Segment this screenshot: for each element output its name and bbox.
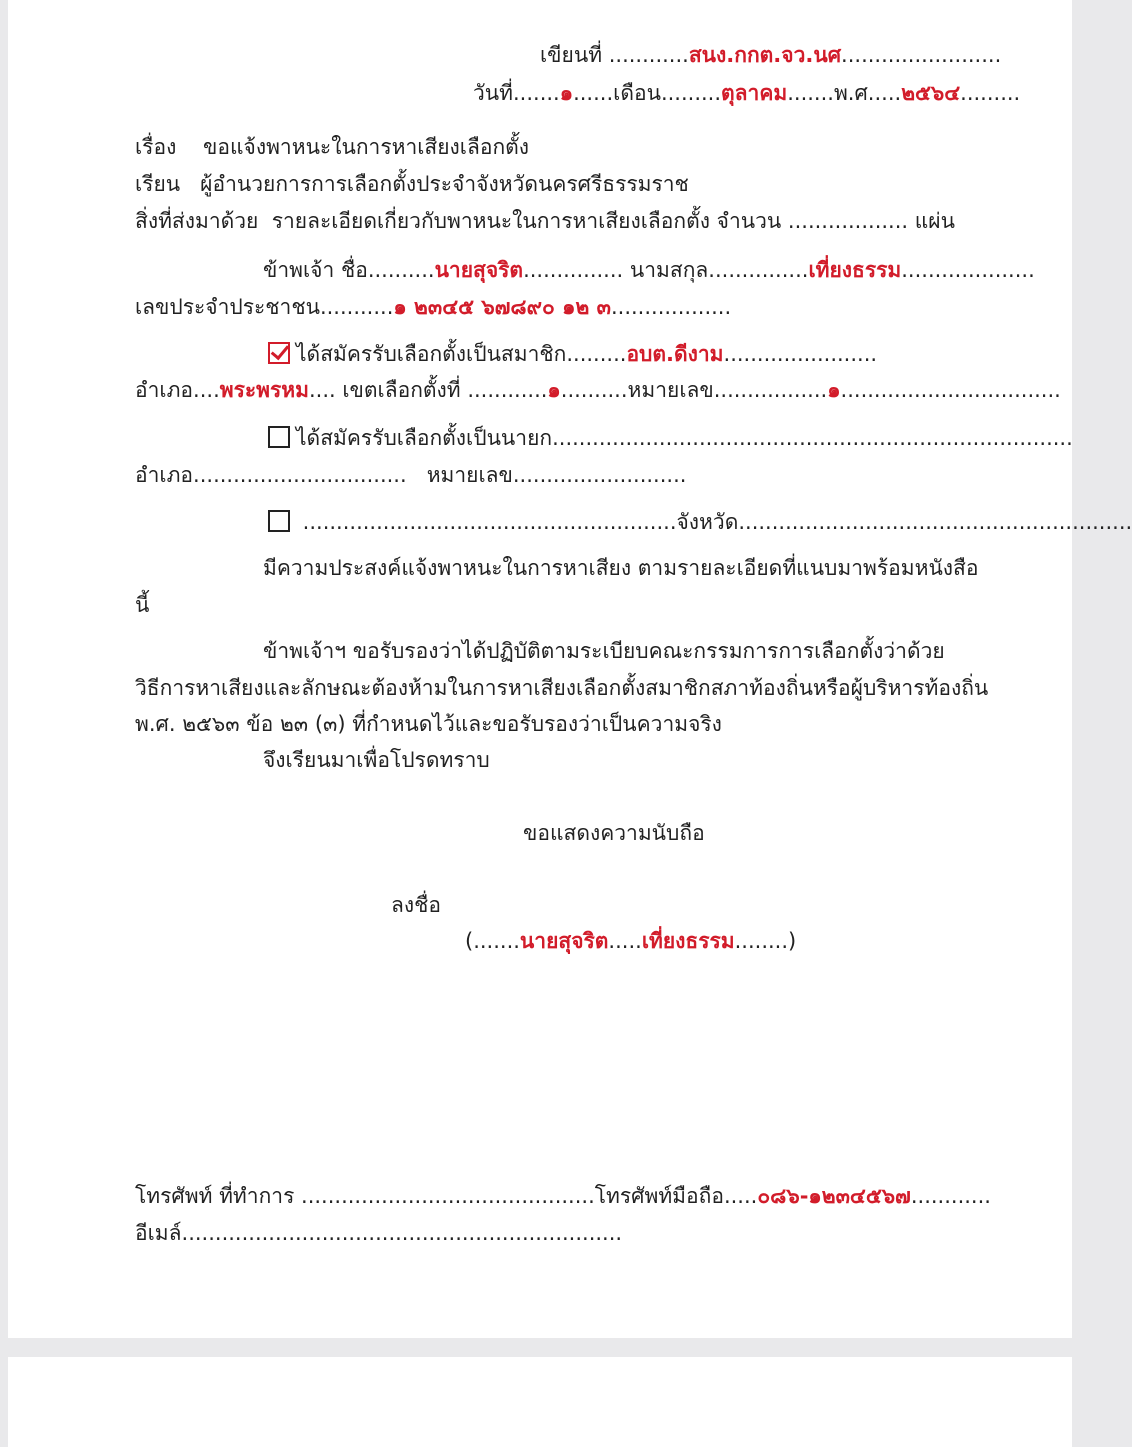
mayor-number-label: หมายเลข: [426, 463, 513, 487]
mobile-label: โทรศัพท์มือถือ: [594, 1184, 724, 1208]
mayor-district-line: อำเภอ................................ หมายเลข..........................: [135, 463, 687, 487]
applicant-surname: เที่ยงธรรม: [808, 258, 902, 282]
number-label: หมายเลข: [627, 378, 714, 402]
email-line: อีเมล์..................................................................: [135, 1221, 623, 1245]
mayor-checkbox[interactable]: [268, 426, 290, 448]
subject-label: เรื่อง: [135, 135, 177, 159]
option-other-line: ........................................................จังหวัด...........................................................: [268, 507, 1132, 537]
date-day: ๑: [559, 81, 574, 105]
mobile-number: ๐๘๖-๑๒๓๔๕๖๗: [757, 1184, 911, 1208]
to-text: ผู้อำนวยการการเลือกตั้งประจำจังหวัดนครศรีธรรมราช: [200, 172, 689, 196]
applicant-name-line: ข้าพเจ้า ชื่อ..........นายสุจริต............... นามสกุล...............เที่ยงธรรม....................: [263, 258, 1035, 282]
id-number: ๑ ๒๓๔๕ ๖๗๘๙๐ ๑๒ ๓: [393, 295, 611, 319]
subject-text: ขอแจ้งพาหนะในการหาเสียงเลือกตั้ง: [203, 135, 530, 159]
regards-line: ขอแสดงความนับถือ: [523, 821, 705, 845]
document-page: [8, 0, 1132, 1338]
applicant-first-name: นายสุจริต: [434, 258, 524, 282]
enclosure-label: สิ่งที่ส่งมาด้วย: [135, 209, 259, 233]
option-mayor-line: ได้สมัครรับเลือกตั้งเป็นนายก..............................................................................: [268, 423, 1073, 453]
office-phone-label: โทรศัพท์ ที่ทำการ: [135, 1184, 295, 1208]
zone-value: ๑: [547, 378, 561, 402]
enclosure-unit: แผ่น: [914, 209, 955, 233]
date-label: วันที่: [473, 81, 513, 105]
subject-line: [135, 132, 529, 162]
other-checkbox[interactable]: [268, 510, 290, 532]
signature-name-line: (.......นายสุจริต.....เที่ยงธรรม........): [465, 929, 797, 953]
option-member-line: ได้สมัครรับเลือกตั้งเป็นสมาชิก.........อบต.ดีงาม.......................: [268, 339, 877, 369]
month-label: เดือน: [613, 81, 661, 105]
body-para1: มีความประสงค์แจ้งพาหนะในการหาเสียง ตามรายละเอียดที่แนบมาพร้อมหนังสือ: [263, 556, 979, 580]
mayor-district-label: อำเภอ: [135, 463, 194, 487]
member-district-line: อำเภอ....พระพรหม.... เขตเลือกตั้งที่ ............๑..........หมายเลข.................๑.................................: [135, 378, 1061, 402]
ref-value: สนง.กกต.จว.นศ: [688, 43, 842, 67]
applicant-intro: ข้าพเจ้า ชื่อ: [263, 258, 368, 282]
body-para1-end: นี้: [135, 593, 150, 617]
id-label: เลขประจำประชาชน: [135, 295, 320, 319]
number-value: ๑: [827, 378, 841, 402]
option-member-value: อบต.ดีงาม: [626, 342, 724, 366]
ref-line: เขียนที่ ............สนง.กกต.จว.นศ........................: [540, 43, 1002, 67]
province-label: จังหวัด: [676, 510, 739, 534]
id-line: เลขประจำประชาชน...........๑ ๒๓๔๕ ๖๗๘๙๐ ๑๒ ๓..................: [135, 295, 732, 319]
body-para2-line1: ข้าพเจ้าฯ ขอรับรองว่าได้ปฏิบัติตามระเบียบคณะกรรมการการเลือกตั้งว่าด้วย: [263, 639, 945, 663]
option-member-label: ได้สมัครรับเลือกตั้งเป็นสมาชิก: [296, 342, 567, 366]
body-para2-line3: พ.ศ. ๒๕๖๓ ข้อ ๒๓ (๓) ที่กำหนดไว้และขอรับรองว่าเป็นความจริง: [135, 712, 722, 736]
date-line: วันที่.......๑......เดือน.........ตุลาคม.......พ.ศ.....๒๕๖๔.........: [473, 81, 1021, 105]
district-value: พระพรหม: [219, 378, 309, 402]
year-label: พ.ศ.: [833, 81, 875, 105]
ref-label: เขียนที่: [540, 43, 603, 67]
signature-first-name: นายสุจริต: [519, 929, 609, 953]
enclosure-line: สิ่งที่ส่งมาด้วย รายละเอียดเกี่ยวกับพาหนะในการหาเสียงเลือกตั้ง จำนวน .................. แผ่น: [135, 209, 955, 233]
district-label: อำเภอ: [135, 378, 194, 402]
member-checkbox[interactable]: [268, 342, 290, 364]
to-label: เรียน: [135, 172, 181, 196]
zone-label: เขตเลือกตั้งที่: [342, 378, 461, 402]
date-month: ตุลาคม: [721, 81, 788, 105]
enclosure-text: รายละเอียดเกี่ยวกับพาหนะในการหาเสียงเลือกตั้ง จำนวน: [271, 209, 782, 233]
surname-label: นามสกุล: [629, 258, 709, 282]
option-mayor-label: ได้สมัครรับเลือกตั้งเป็นนายก: [296, 426, 553, 450]
date-year: ๒๕๖๔: [901, 81, 961, 105]
body-para2-line2: วิธีการหาเสียงและลักษณะต้องห้ามในการหาเสียงเลือกตั้งสมาชิกสภาท้องถิ่นหรือผู้บริหารท้องถิ่น: [135, 676, 989, 700]
sign-label: ลงชื่อ: [391, 893, 441, 917]
phone-line: โทรศัพท์ ที่ทำการ ............................................โทรศัพท์มือถือ.....๐๘๖-๑๒๓๔๕๖๗............: [135, 1184, 991, 1208]
to-line: [135, 169, 689, 199]
signature-surname: เที่ยงธรรม: [641, 929, 735, 953]
next-page: [8, 1357, 1072, 1447]
email-label: อีเมล์: [135, 1221, 182, 1245]
closing-line: จึงเรียนมาเพื่อโปรดทราบ: [263, 748, 490, 772]
